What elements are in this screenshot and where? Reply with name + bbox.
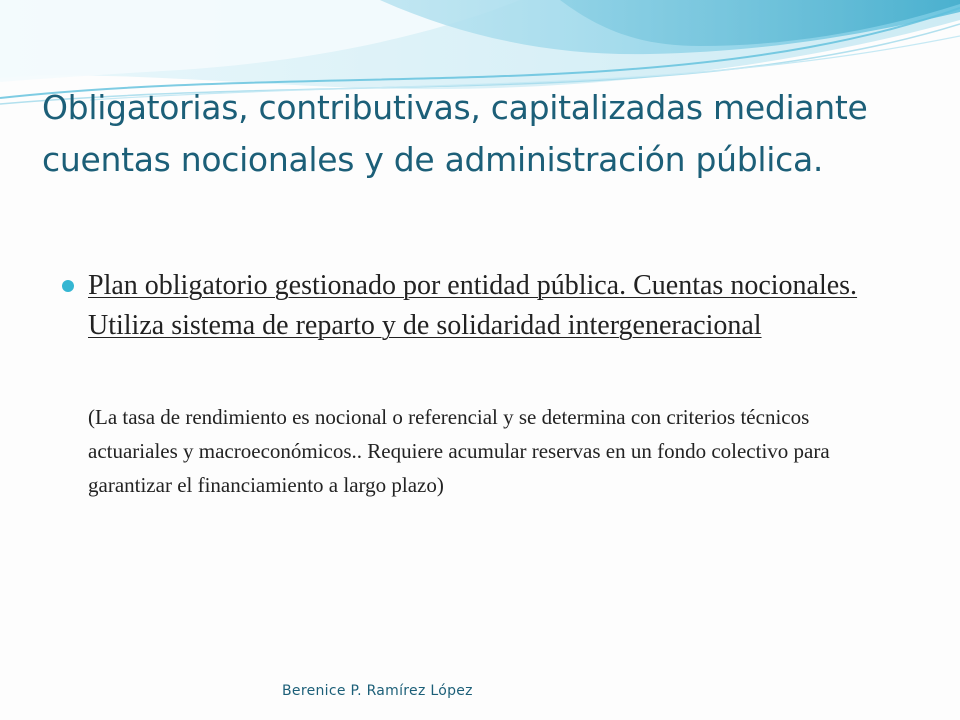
bullet-text: Plan obligatorio gestionado por entidad pública. Cuentas nocionales. Utiliza sistema de reparto y de solidaridad intergeneracional xyxy=(88,270,858,341)
footer-author: Berenice P. Ramírez López xyxy=(282,683,473,699)
bullet-note: (La tasa de rendimiento es nocional o referencial y se determina con criterios técnicos actuariales y macroeconómicos.. Requiere acumular reservas en un fondo colectivo para garantizar el financiamiento a largo plazo) xyxy=(88,405,830,497)
slide-title: Obligatorias, contributivas, capitalizadas mediante cuentas nocionales y de administración pública. xyxy=(42,88,868,179)
bullet-dot-icon xyxy=(62,280,74,292)
